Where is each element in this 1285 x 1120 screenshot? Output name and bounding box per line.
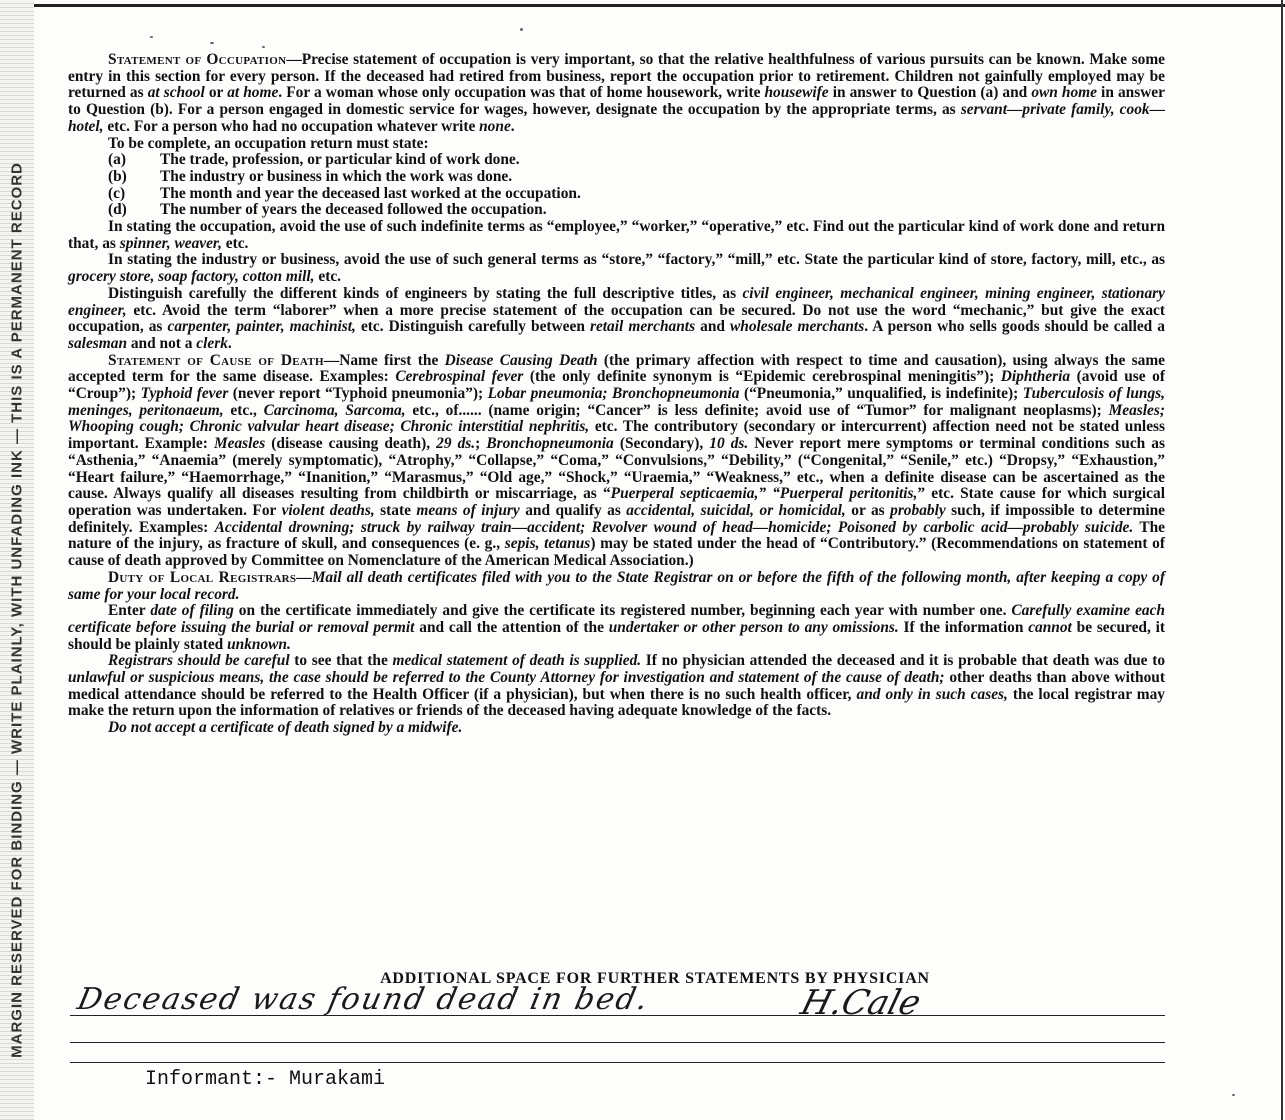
engineers-paragraph: Distinguish carefully the different kinds of engineers by stating the full descriptive titles, as civil engineer, mechanical engineer, mining engineer, stationary engineer, etc. Avoid the term “laborer” when a more precise statement of the occupation can be secured. Do not use the word “mechanic,” but give the exact occupation, as carpenter, painter, machinist, etc. Distinguish carefully between retail merchants and wholesale merchants. A person who sells goods should be called a salesman and not a clerk.: [68, 284, 1165, 352]
avoid-occupation-paragraph: In stating the occupation, avoid the use of such indefinite terms as “employee,” “worker,” “operative,” etc. Find out the particular kind of work done and return that, as spinner, weaver, etc.: [68, 218, 1165, 252]
binding-margin: [0, 0, 34, 1120]
scan-speck: [1232, 1094, 1235, 1096]
physician-signature: H.Cale: [796, 983, 926, 1023]
scan-speck: [150, 36, 153, 38]
cause-of-death-heading: Statement of Cause of Death: [108, 351, 324, 369]
informant-line: Informant:- Murakami: [145, 1068, 386, 1091]
registrars-duty-heading: Duty of Local Registrars: [108, 568, 297, 586]
occupation-heading: Statement of Occupation: [108, 51, 287, 68]
list-item: (c) The month and year the deceased last worked at the occupation.: [108, 184, 581, 202]
registrars-careful-paragraph: Registrars should be careful to see that the medical statement of death is supplied. If no physician attended the deceased and it is probable that death was due to unlawful or suspicious means, the case should be referred to the County Attorney for investigation and statement of the cause of death; other deaths than above without medical attendance should be referred to the Health Officer (if a physician), but when there is no such health officer, and only in such cases, the local registrar may make the return upon the information of relatives or friends of the deceased having adequate knowledge of the facts.: [68, 652, 1166, 720]
registrars-duty-paragraph: Duty of Local Registrars—Mail all death certificates filed with you to the State Registrar on or before the fifth of the following month, after keeping a copy of same for your local record.: [68, 568, 1165, 603]
additional-space-heading: ADDITIONAL SPACE FOR FURTHER STATEMENTS BY PHYSICIAN: [380, 970, 930, 987]
occupation-items-list: [68, 152, 1165, 219]
scan-speck: [262, 46, 265, 48]
statement-line-2: [70, 1042, 1165, 1043]
date-of-filing-paragraph: Enter date of filing on the certificate immediately and give the certificate its registered number, beginning each year with number one. Carefully examine each certificate before issuing the burial or removal permit and call the attention of the undertaker or other person to any omissions. If the information cannot be secured, it should be plainly stated unknown.: [68, 602, 1166, 653]
statement-line-1: [70, 1015, 1165, 1016]
right-border-rule: [1281, 0, 1283, 1120]
cause-of-death-paragraph: Statement of Cause of Death—Name first the Disease Causing Death (the primary affection with respect to time and causation), using always the same accepted term for the same disease. Examples: Cerebrospinal fever (the only definite synonym is “Epidemic cerebrospinal meningitis”); Diphtheria (avoid use of “Croup”); Typhoid fever (never report “Typhoid pneumonia”); Lobar pneumonia; Bronchopneumonia (“Pneumonia,” unqualified, is indefinite); Tuberculosis of lungs, meninges, peritonaeum, etc., Carcinoma, Sarcoma, etc., of...... (name origin; “Cancer” is less definite; avoid use of “Tumor” for malignant neoplasms); Measles; Whooping cough; Chronic valvular heart disease; Chronic interstitial nephritis, etc. The contributory (secondary or intercurrent) affection need not be stated unless important. Example: Measles (disease causing death), 29 ds.; Bronchopneumonia (Secondary), 10 ds. Never report mere symptoms or terminal conditions such as “Asthenia,” “Anaemia” (merely symptomatic), “Atrophy,” “Collapse,” “Coma,” “Convulsions,” “Debility,” (“Congenital,” “Senile,” etc.) “Dropsy,” “Exhaustion,” “Heart failure,” “Haemorrhage,” “Inanition,” “Marasmus,” “Old age,” “Shock,” “Uraemia,” “Weakness,” etc., when a definite disease can be ascertained as the cause. Always qualify all diseases resulting from childbirth or miscarriage, as “Puerperal septicaemia,” “Puerperal peritonitis,” etc. State cause for which surgical operation was undertaken. For violent deaths, state means of injury and qualify as accidental, suicidal, or homicidal, or as probably such, if impossible to determine definitely. Examples: Accidental drowning; struck by railway train—accident; Revolver wound of head—homicide; Poisoned by carbolic acid—probably suicide. The nature of the injury, as fracture of skull, and consequences (e. g., sepis, tetanus) may be stated under the head of “Contributory.” (Recommendations on statement of cause of death approved by Committee on Nomenclature of the American Medical Association.): [68, 351, 1166, 570]
midwife-note: Do not accept a certificate of death signed by a midwife.: [108, 719, 463, 737]
occupation-complete-intro: To be complete, an occupation return must state:: [108, 134, 429, 152]
physician-handwritten-statement: Deceased was found dead in bed.: [74, 982, 653, 1017]
instructions-body: [68, 52, 1165, 737]
binding-margin-note: MARGIN RESERVED FOR BINDING — WRITE PLAINLY, WITH UNFADING INK — THIS IS A PERMANENT RECORD: [8, 162, 26, 1058]
occupation-paragraph: Statement of Occupation—Precise statement of occupation is very important, so that the relative healthfulness of various pursuits can be known. Make some entry in this section for every person. If the deceased had retired from business, report the occupation prior to retirement. Children not gainfully employed may be returned as at school or at home. For a woman whose only occupation was that of home housework, write housewife in answer to Question (a) and own home in answer to Question (b). For a person engaged in domestic service for wages, however, designate the occupation by the appropriate terms, as servant—private family, cook—hotel, etc. For a person who had no occupation whatever write none.: [68, 51, 1165, 135]
list-item: (b) The industry or business in which the work was done.: [108, 167, 513, 185]
top-border-rule: [0, 4, 1285, 7]
scan-speck: [210, 42, 214, 44]
list-item: (d) The number of years the deceased followed the occupation.: [108, 201, 547, 219]
scan-speck: [520, 28, 523, 31]
list-item: (a) The trade, profession, or particular kind of work done.: [108, 151, 520, 169]
avoid-industry-paragraph: In stating the industry or business, avoid the use of such general terms as “store,” “factory,” “mill,” etc. State the particular kind of store, factory, mill, etc., as grocery store, soap factory, cotton mill, etc.: [68, 251, 1165, 286]
statement-line-3: [70, 1062, 1165, 1063]
